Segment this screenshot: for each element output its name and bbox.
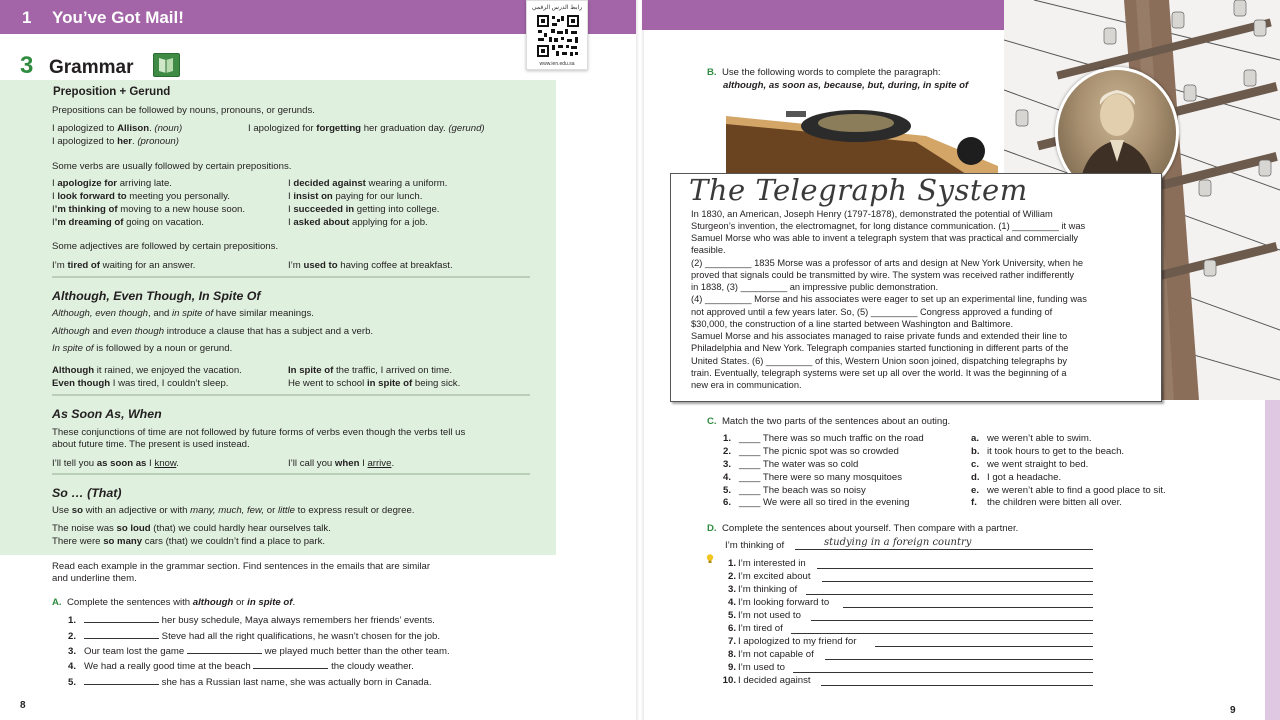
when-example: I’ll call you when I arrive. (288, 458, 395, 469)
answer-line[interactable] (817, 568, 1093, 569)
read-instruction: and underline them. (52, 573, 137, 584)
exercise-d-instruction: D. Complete the sentences about yourself. Then compare with a partner. (707, 523, 1019, 534)
item-number: 6. (727, 623, 736, 634)
telegraph-line: train. Eventually, telegraph systems were set up all over the world. It was the beginning of a (691, 368, 1067, 378)
verb-example: I’m thinking of moving to a new house soon. (52, 204, 246, 215)
exercise-a-instruction: A. Complete the sentences with although or in spite of. (52, 597, 296, 608)
although-rule-3: In spite of is followed by a noun or gerund. (52, 343, 233, 354)
telegraph-line: Samuel Morse and his associates managed to raise private funds and extended their line to (691, 331, 1068, 341)
item-number: 10. (722, 675, 736, 686)
item-prompt: I’m tired of (738, 623, 783, 634)
verb-example: I decided against wearing a uniform. (288, 178, 448, 189)
answer-line[interactable] (843, 607, 1093, 608)
match-right-item: d. I got a headache. (971, 472, 1062, 483)
match-right-item: c. we went straight to bed. (971, 459, 1089, 470)
match-right-item: b. it took hours to get to the beach. (971, 446, 1125, 457)
although-example: Even though I was tired, I couldn’t sleep. (52, 378, 229, 389)
telegraph-line: new era in communication. (691, 380, 802, 390)
page-edge-stripe (1265, 400, 1280, 720)
match-right-item: a. we weren’t able to swim. (971, 433, 1092, 444)
exercise-b-instruction: B. Use the following words to complete the paragraph: (707, 67, 941, 78)
telegraph-line: Sturgeon’s invention, the electromagnet, for long distance communication. (1) _________ it was (691, 221, 1086, 231)
verbs-intro: Some verbs are usually followed by certain prepositions. (52, 161, 292, 172)
prep-intro: Prepositions can be followed by nouns, pronouns, or gerunds. (52, 105, 315, 116)
exercise-a-item: 2. Steve had all the right qualifications, he wasn’t chosen for the job. (68, 631, 441, 642)
telegraph-line: Philadelphia and New York. Telegraph companies started functioning in different parts of the (691, 343, 1069, 353)
right-header-band (642, 0, 1004, 30)
answer-line[interactable] (822, 581, 1093, 582)
exercise-c-instruction: C. Match the two parts of the sentences about an outing. (707, 416, 951, 427)
although-example: In spite of the traffic, I arrived on time. (288, 365, 453, 376)
answer-blank[interactable] (253, 660, 328, 669)
exercise-a-item: 3. Our team lost the game we played much better than the other team. (68, 646, 450, 657)
verb-example: I apologize for arriving late. (52, 178, 172, 189)
verb-example: I’m dreaming of going on vacation. (52, 217, 204, 228)
as-soon-as-example: I’ll tell you as soon as I know. (52, 458, 179, 469)
grammar-book-icon (153, 53, 180, 77)
book-gutter (636, 0, 644, 720)
answer-line[interactable] (825, 659, 1093, 660)
match-left-item[interactable]: 1. ____ There was so much traffic on the road (723, 433, 924, 444)
as-soon-as-rule-1: These conjunctions of time are not followed by future forms of verbs even though the verbs tell us (52, 427, 466, 438)
answer-line[interactable] (806, 594, 1093, 595)
telegraph-line: Samuel Morse who was able to invent a telegraph system that was practical and commercially (691, 233, 1079, 243)
exercise-b-word-list: although, as soon as, because, but, during, in spite of (723, 80, 969, 91)
prep-example-gerund: I apologized for forgetting her graduation day. (gerund) (248, 123, 485, 134)
heading-preposition-gerund: Preposition + Gerund (53, 86, 171, 98)
prep-example-noun: I apologized to Allison. (noun) (52, 123, 183, 134)
so-that-rule: Use so with an adjective or with many, much, few, or little to express result or degree. (52, 505, 415, 516)
adj-example: I’m used to having coffee at breakfast. (288, 260, 453, 271)
telegraph-line: In 1830, an American, Joseph Henry (1797-1878), demonstrated the potential of William (691, 209, 1053, 219)
item-number: 4. (727, 597, 736, 608)
telegraph-title: The Telegraph System (689, 173, 1028, 207)
adj-example: I’m tired of waiting for an answer. (52, 260, 196, 271)
telegraph-line: (4) _________ Morse and his associates were eager to set up an experimental line, funding was (691, 294, 1087, 304)
item-number: 5. (727, 610, 736, 621)
verb-example: I insist on paying for our lunch. (288, 191, 423, 202)
unit-title: You’ve Got Mail! (52, 8, 184, 27)
item-prompt: I apologized to my friend for (738, 636, 857, 647)
answer-blank[interactable] (84, 614, 159, 623)
section-number: 3 (20, 52, 34, 79)
telegraph-line: proved that signals could be transmitted by wire. The system was received rather indifferently (691, 270, 1075, 280)
answer-blank[interactable] (187, 645, 262, 654)
item-number: 2. (727, 571, 736, 582)
answer-line[interactable] (791, 633, 1093, 634)
item-prompt: I’m thinking of (738, 584, 798, 595)
telegraph-line: in 1838, (3) _________ an impressive public demonstration. (691, 282, 939, 292)
answer-line[interactable] (811, 620, 1093, 621)
telegraph-line: feasible. (691, 245, 726, 255)
although-rule-1: Although, even though, and in spite of have similar meanings. (52, 308, 314, 319)
divider (52, 276, 530, 278)
match-left-item[interactable]: 3. ____ The water was so cold (723, 459, 859, 470)
as-soon-as-rule-2: about future time. The present is used instead. (52, 439, 250, 450)
match-right-item: e. we weren’t able to find a good place to sit. (971, 485, 1166, 496)
answer-line[interactable] (793, 672, 1093, 673)
adj-intro: Some adjectives are followed by certain prepositions. (52, 241, 279, 252)
qr-caption: رابط الدرس الرقمي (531, 5, 583, 11)
heading-although: Although, Even Though, In Spite Of (52, 289, 261, 303)
qr-url: www.ien.edu.sa (539, 61, 575, 67)
unit-number: 1 (22, 8, 32, 27)
qr-code-card[interactable] (526, 0, 588, 70)
section-title: Grammar (49, 57, 134, 78)
match-left-item[interactable]: 5. ____ The beach was so noisy (723, 485, 866, 496)
answer-blank[interactable] (84, 676, 159, 685)
example-handwritten-answer: studying in a foreign country (824, 537, 972, 548)
prep-example-pronoun: I apologized to her. (pronoun) (52, 136, 179, 147)
item-number: 1. (727, 558, 736, 569)
answer-blank[interactable] (84, 630, 159, 639)
although-example: Although it rained, we enjoyed the vacation. (52, 365, 242, 376)
verb-example: I succeeded in getting into college. (288, 204, 440, 215)
although-example: He went to school in spite of being sick. (288, 378, 461, 389)
item-prompt: I’m used to (738, 662, 785, 673)
although-rule-2: Although and even though introduce a clause that has a subject and a verb. (52, 326, 374, 337)
verb-example: I asked about applying for a job. (288, 217, 428, 228)
verb-example: I look forward to meeting you personally. (52, 191, 230, 202)
heading-as-soon-as: As Soon As, When (52, 407, 162, 421)
heading-so-that: So … (That) (52, 486, 122, 500)
item-prompt: I decided against (738, 675, 811, 686)
page-number-right: 9 (1230, 705, 1236, 716)
item-prompt: I’m interested in (738, 558, 806, 569)
item-prompt: I’m not capable of (738, 649, 814, 660)
match-right-item: f. the children were bitten all over. (971, 497, 1122, 508)
item-number: 7. (727, 636, 736, 647)
telegraph-line: United States. (6) _________ of this, Western Union soon joined, dispatching telegraphs by (691, 356, 1068, 366)
telegraph-line: $30,000, the construction of a line started between Washington and Baltimore. (691, 319, 1014, 329)
item-number: 3. (727, 584, 736, 595)
item-prompt: I’m not used to (738, 610, 801, 621)
example-prefix: I’m thinking of (725, 540, 785, 551)
telegraph-line: (2) _________ 1835 Morse was a professor of arts and design at New York University, when he (691, 258, 1084, 268)
answer-line[interactable] (875, 646, 1093, 647)
item-prompt: I’m looking forward to (738, 597, 830, 608)
match-left-item[interactable]: 2. ____ The picnic spot was so crowded (723, 446, 899, 457)
so-that-example: There were so many cars (that) we couldn’t find a place to park. (52, 536, 326, 547)
item-number: 8. (727, 649, 736, 660)
page-number-left: 8 (20, 700, 26, 711)
item-prompt: I’m excited about (738, 571, 811, 582)
divider (52, 394, 530, 396)
telegraph-line: not approved until a few years later. So, (5) _________ Congress approved a funding of (691, 307, 1053, 317)
exercise-a-item: 1. her busy schedule, Maya always remembers her friends’ events. (68, 615, 435, 626)
telegraph-device-photo (726, 96, 998, 174)
so-that-example: The noise was so loud (that) we could hardly hear ourselves talk. (52, 523, 331, 534)
exercise-a-item: 4. We had a really good time at the beach the cloudy weather. (68, 661, 414, 672)
qr-code-icon (536, 14, 580, 58)
match-left-item[interactable]: 4. ____ There were so many mosquitoes (723, 472, 903, 483)
read-instruction: Read each example in the grammar section. Find sentences in the emails that are similar (52, 561, 431, 572)
lightbulb-icon (706, 551, 714, 561)
example-answer-line (795, 549, 1093, 550)
divider (52, 473, 530, 475)
answer-line[interactable] (821, 685, 1093, 686)
match-left-item[interactable]: 6. ____ We were all so tired in the evening (723, 497, 910, 508)
item-number: 9. (727, 662, 736, 673)
exercise-a-item: 5. she has a Russian last name, she was actually born in Canada. (68, 677, 432, 688)
